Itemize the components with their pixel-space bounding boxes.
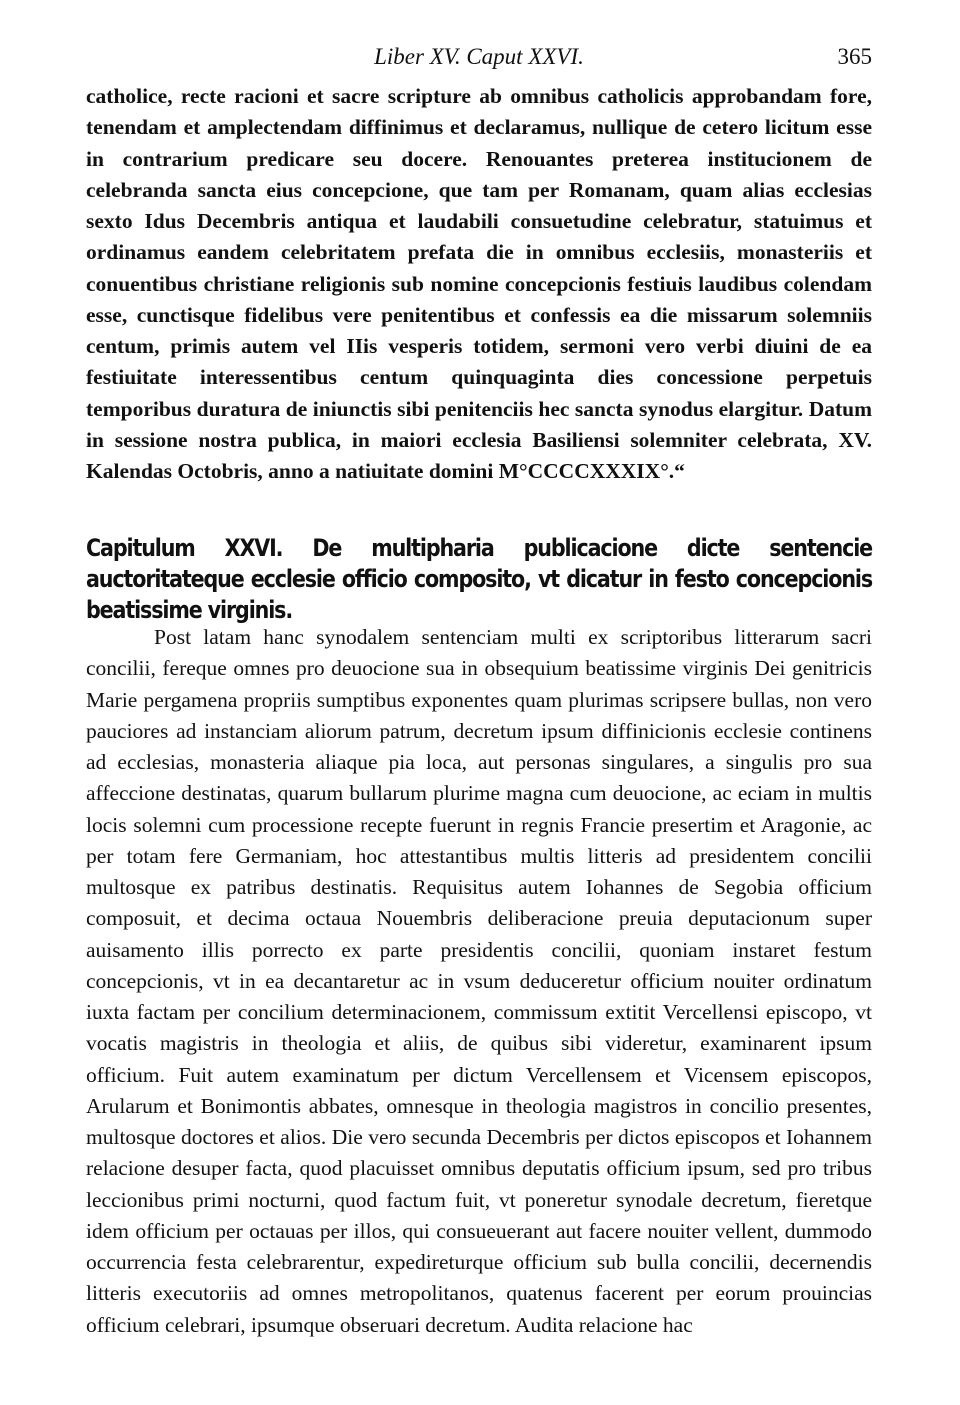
chapter-heading: Capitulum XXVI. De multipharia publicacione dicte sentencie auctoritateque ecclesie officio composito, vt dicatur in festo concepcionis beatissime virginis. <box>86 534 873 624</box>
running-title: Liber XV. Caput XXVI. <box>374 44 584 69</box>
book-page <box>86 0 872 1405</box>
continuation-paragraph <box>86 81 872 487</box>
page-number: 365 <box>837 44 872 69</box>
running-head <box>86 44 872 74</box>
chapter-body <box>86 622 872 1341</box>
continuation-text: catholice, recte racioni et sacre scripture ab omnibus catholicis approbandam fore, tenendam et amplectendam diffinimus et declaramus, nullique de cetero licitum esse in contrarium predicare seu docere. Renouantes preterea institucionem de celebranda sancta eius concepcione, que tam per Romanam, quam alias ecclesias sexto Idus Decembris antiqua et laudabili consuetudine celebratur, statuimus et ordinamus eandem celebritatem prefata die in omnibus ecclesiis, monasteriis et conuentibus christiane religionis sub nomine concepcionis festiuis laudibus colendam esse, cunctisque fidelibus vere penitentibus et confessis ea die missarum solemniis centum, primis autem vel IIis vesperis totidem, sermoni vero verbi diuini de ea festiuitate interessentibus centum quinquaginta dies concessione perpetuis temporibus duratura de iniunctis sibi penitenciis hec sancta synodus elargitur. Datum in sessione nostra publica, in maiori ecclesia Basiliensi solemniter celebrata, XV. Kalendas Octobris, anno a natiuitate domini M°CCCCXXXIX°.“ <box>86 84 872 483</box>
chapter-paragraph: Post latam hanc synodalem sentenciam multi ex scriptoribus litterarum sacri concilii, fereque omnes pro deuocione sua in obsequium beatissime virginis Dei genitricis Marie pergamena propriis sumptibus exponentes quam plurimas scripsere bullas, non vero pauciores ad instanciam aliorum patrum, decretum ipsum diffinicionis ecclesie continens ad ecclesias, monasteria aliaque pia loca, aut personas singulares, a singulis pro sua affeccione destinatas, quarum bullarum plurime magna cum deuocione, ac eciam in multis locis solemni cum processione recepte fuerunt in regnis Francie presertim et Aragonie, ac per totam fere Germaniam, hoc attestantibus multis litteris ad presidentem concilii multosque ex patribus destinatis. Requisitus autem Iohannes de Segobia officium composuit, et decima octaua Nouembris deliberacione preuia deputacionum super auisamento illis porrecto ex parte presidentis concilii, quoniam instaret festum concepcionis, vt in ea decantaretur ac in vsum deduceretur officium nouiter ordinatum iuxta factam per concilium determinacionem, commissum extitit Vercellensi episcopo, vt vocatis magistris in theologia et aliis, de quibus sibi videretur, examinarent ipsum officium. Fuit autem examinatum per dictum Vercellensem et Vicensem episcopos, Arularum et Bonimontis abbates, omnesque in theologia magistros in concilio presentes, multosque doctores et alios. Die vero secunda Decembris per dictos episcopos et Iohannem relacione desuper facta, quod placuisset omnibus deputatis officium ipsum, sed pro tribus leccionibus primi nocturni, quod factum fuit, vt poneretur synodale decretum, fieretque idem officium per octauas per illos, qui consueuerant aut facere nouiter vellent, dummodo occurrencia festa celebrarentur, expedireturque officium sub bulla concilii, decernendis litteris executoriis ad omnes metropolitanos, quatenus facerent per eorum prouincias officium celebrari, ipsumque obseruari decretum. Audita relacione hac <box>86 625 872 1337</box>
